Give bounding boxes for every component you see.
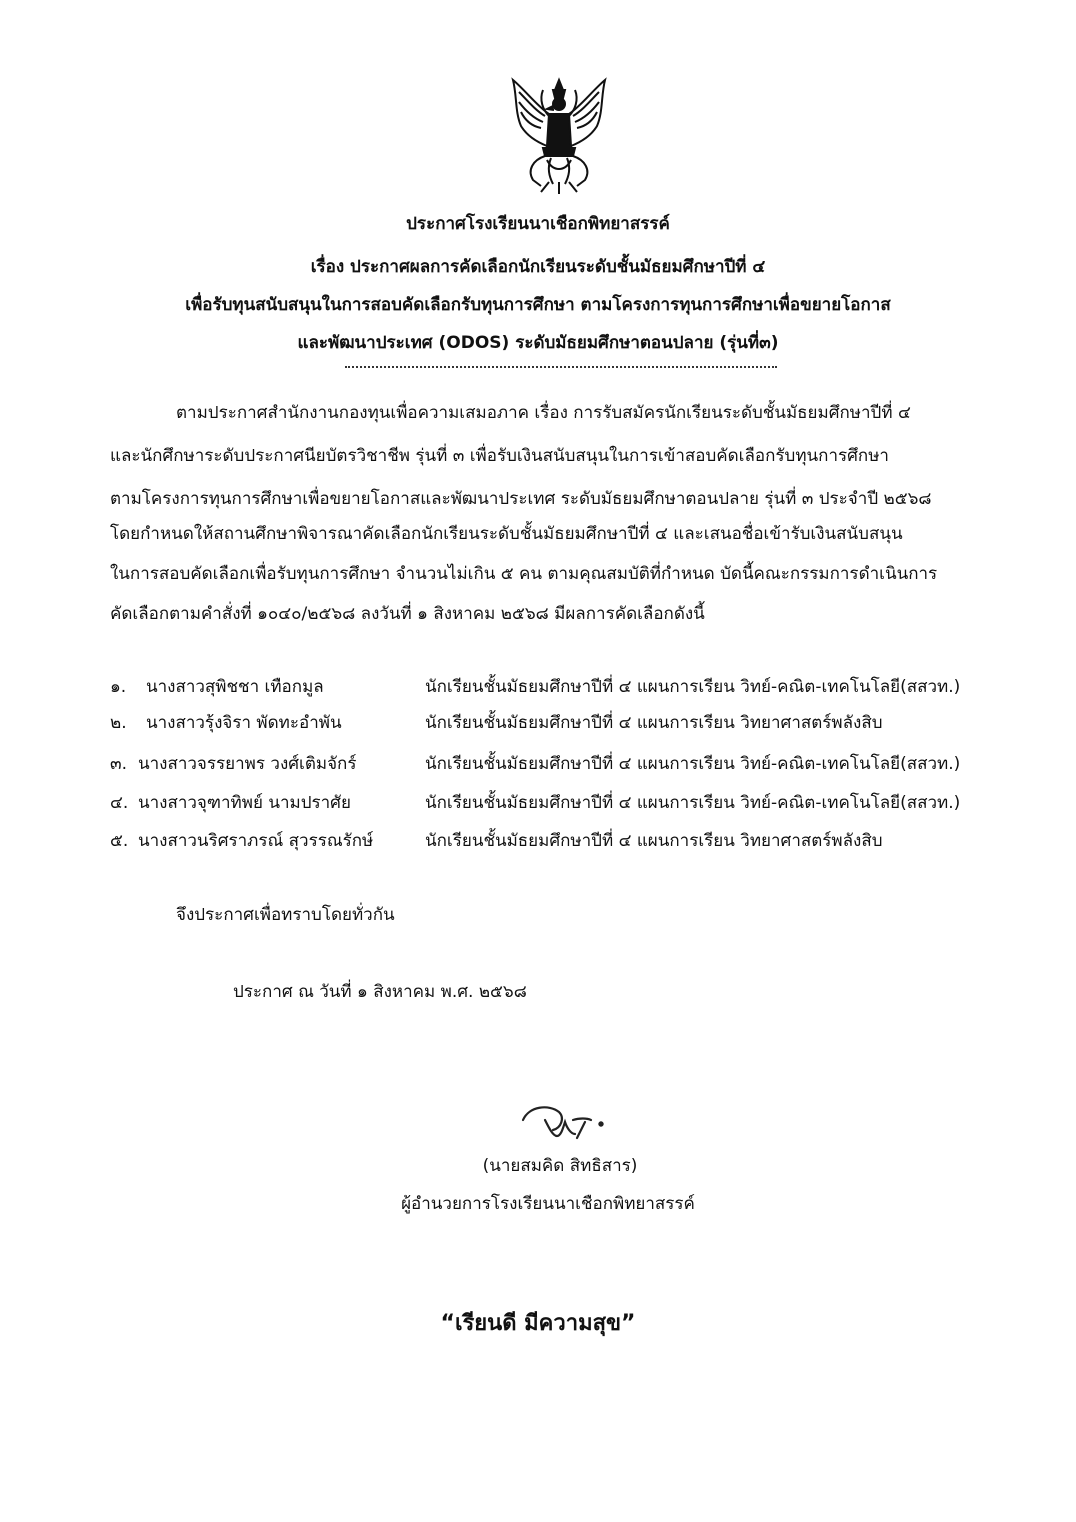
student-name: นางสาวจรรยาพร วงศ์เติมจักร์ — [138, 754, 357, 774]
body-line-2: และนักศึกษาระดับประกาศนียบัตรวิชาชีพ รุ่นที่ ๓ เพื่อรับเงินสนับสนุนในการเข้าสอบคัดเลือกรับทุนการศึกษา — [110, 446, 889, 466]
school-motto: “เรียนดี มีความสุข” — [440, 1311, 636, 1336]
body-line-4: โดยกำหนดให้สถานศึกษาพิจารณาคัดเลือกนักเรียนระดับชั้นมัธยมศึกษาปีที่ ๔ และเสนอชื่อเข้ารับเงินสนับสนุน — [110, 524, 903, 544]
student-detail: นักเรียนชั้นมัธยมศึกษาปีที่ ๔ แผนการเรียน วิทย์-คณิต-เทคโนโลยี(สสวท.) — [425, 677, 961, 697]
item-number: ๑. — [110, 677, 127, 697]
student-name: นางสาวสุพิชชา เทือกมูล — [146, 677, 324, 697]
list-item — [0, 676, 1076, 700]
student-detail: นักเรียนชั้นมัธยมศึกษาปีที่ ๔ แผนการเรียน วิทยาศาสตร์พลังสิบ — [425, 831, 883, 851]
handwritten-signature — [515, 1098, 615, 1148]
signer-title: ผู้อำนวยการโรงเรียนนาเชือกพิทยาสรรค์ — [401, 1194, 695, 1214]
item-number: ๓. — [110, 754, 128, 774]
student-detail: นักเรียนชั้นมัธยมศึกษาปีที่ ๔ แผนการเรียน วิทย์-คณิต-เทคโนโลยี(สสวท.) — [425, 793, 961, 813]
body-line-6: คัดเลือกตามคำสั่งที่ ๑๐๔๐/๒๕๖๘ ลงวันที่ ๑ สิงหาคม ๒๕๖๘ มีผลการคัดเลือกดังนี้ — [110, 604, 705, 624]
list-item — [0, 753, 1076, 777]
body-line-1: ตามประกาศสำนักงานกองทุนเพื่อความเสมอภาค เรื่อง การรับสมัครนักเรียนระดับชั้นมัธยมศึกษาปีที่ ๔ — [176, 403, 911, 423]
announcement-title: ประกาศโรงเรียนนาเชือกพิทยาสรรค์ — [406, 214, 670, 234]
student-name: นางสาวรุ้งจิรา พัดทะอำพัน — [146, 713, 342, 733]
garuda-emblem — [497, 76, 621, 196]
announcement-date: ประกาศ ณ วันที่ ๑ สิงหาคม พ.ศ. ๒๕๖๘ — [233, 982, 527, 1002]
list-item — [0, 830, 1076, 854]
item-number: ๒. — [110, 713, 127, 733]
item-number: ๔. — [110, 793, 129, 813]
dotted-divider — [345, 366, 777, 368]
student-name: นางสาวนริศราภรณ์ สุวรรณรักษ์ — [138, 831, 374, 851]
signer-name: (นายสมคิด สิทธิสาร) — [482, 1156, 638, 1176]
student-detail: นักเรียนชั้นมัธยมศึกษาปีที่ ๔ แผนการเรียน วิทยาศาสตร์พลังสิบ — [425, 713, 883, 733]
body-line-5: ในการสอบคัดเลือกเพื่อรับทุนการศึกษา จำนวนไม่เกิน ๕ คน ตามคุณสมบัติที่กำหนด บัดนี้คณะกรรมการดำเนินการ — [110, 564, 938, 584]
student-detail: นักเรียนชั้นมัธยมศึกษาปีที่ ๔ แผนการเรียน วิทย์-คณิต-เทคโนโลยี(สสวท.) — [425, 754, 961, 774]
announcement-subject: เรื่อง ประกาศผลการคัดเลือกนักเรียนระดับชั้นมัธยมศึกษาปีที่ ๔ — [310, 257, 766, 277]
announcement-subject-line3: และพัฒนาประเทศ (ODOS) ระดับมัธยมศึกษาตอนปลาย (รุ่นที่๓) — [297, 333, 779, 353]
announcement-subject-line2: เพื่อรับทุนสนับสนุนในการสอบคัดเลือกรับทุนการศึกษา ตามโครงการทุนการศึกษาเพื่อขยายโอกาส — [185, 295, 891, 315]
item-number: ๕. — [110, 831, 129, 851]
body-line-3: ตามโครงการทุนการศึกษาเพื่อขยายโอกาสและพัฒนาประเทศ ระดับมัธยมศึกษาตอนปลาย รุ่นที่ ๓ ประจำปี ๒๕๖๘ — [110, 489, 932, 509]
closing-statement: จึงประกาศเพื่อทราบโดยทั่วกัน — [176, 905, 395, 925]
student-name: นางสาวจุฑาทิพย์ นามปราศัย — [138, 793, 351, 813]
list-item — [0, 712, 1076, 736]
list-item — [0, 792, 1076, 816]
